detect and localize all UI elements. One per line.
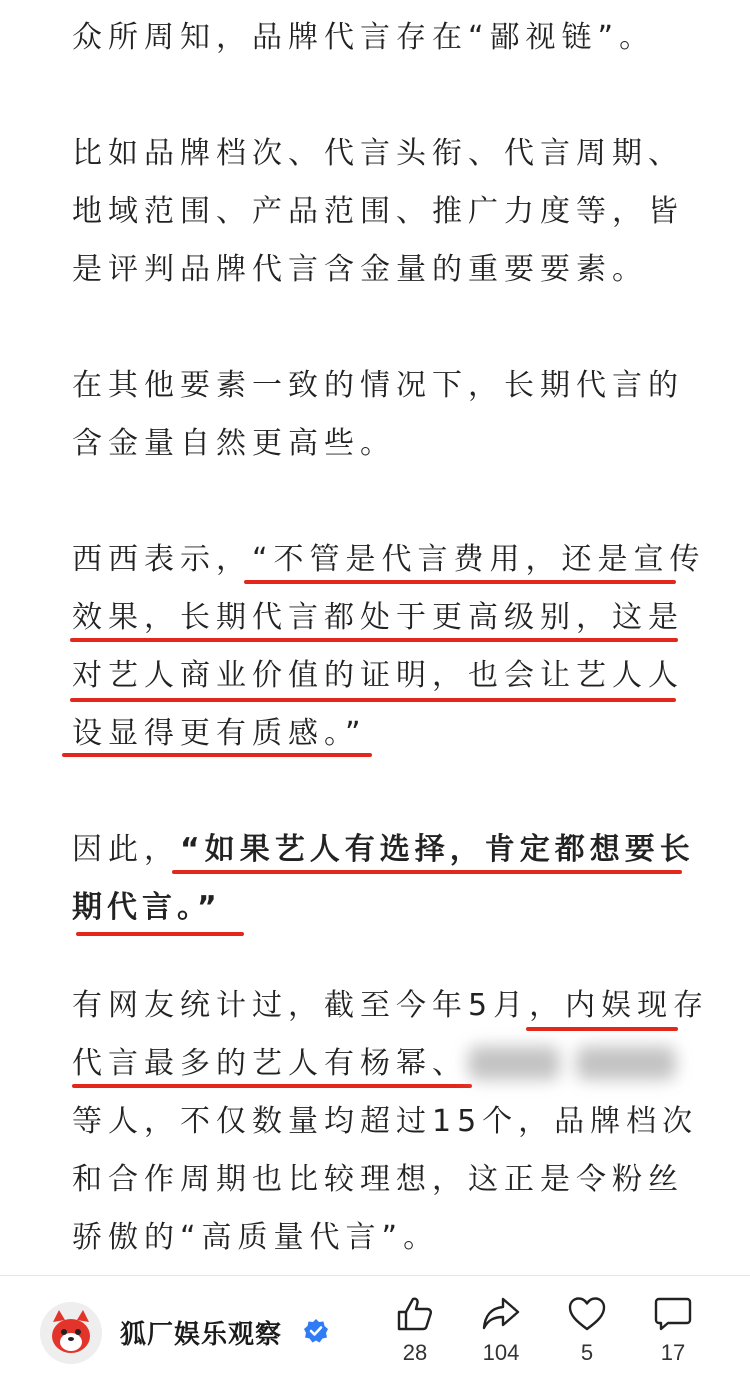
comment-count: 17 bbox=[660, 1340, 686, 1365]
author-name[interactable]: 狐厂娱乐观察 bbox=[120, 1320, 283, 1350]
comment-button[interactable] bbox=[638, 1294, 708, 1366]
share-button[interactable] bbox=[466, 1294, 536, 1366]
red-underline bbox=[70, 698, 676, 702]
like-button[interactable] bbox=[380, 1294, 450, 1366]
favorite-button[interactable] bbox=[552, 1294, 622, 1366]
blurred-name bbox=[468, 1046, 560, 1080]
paragraph-line: 和合作周期也比较理想，这正是令粉丝 bbox=[72, 1162, 684, 1197]
bold-quote-line: 期代言。” bbox=[72, 890, 222, 925]
blurred-name bbox=[576, 1046, 676, 1080]
share-count: 104 bbox=[482, 1340, 520, 1365]
paragraph-line: 对艺人商业价值的证明，也会让艺人人 bbox=[72, 658, 684, 693]
red-underline bbox=[72, 1084, 472, 1088]
paragraph-line: 设显得更有质感。” bbox=[72, 716, 367, 751]
favorite-count: 5 bbox=[580, 1340, 594, 1365]
paragraph-line: 西西表示，“不管是代言费用，还是宣传 bbox=[72, 542, 706, 577]
verified-badge-icon bbox=[303, 1318, 329, 1344]
paragraph-prefix: 因此， bbox=[72, 832, 180, 867]
fox-mascot-icon[interactable] bbox=[40, 1302, 102, 1364]
paragraph-line: 效果，长期代言都处于更高级别，这是 bbox=[72, 600, 684, 635]
paragraph-line bbox=[72, 830, 695, 870]
paragraph-line: 在其他要素一致的情况下，长期代言的 bbox=[72, 368, 684, 403]
paragraph-line: 骄傲的“高质量代言”。 bbox=[72, 1220, 440, 1255]
red-underline bbox=[526, 1027, 678, 1031]
paragraph-line: 比如品牌档次、代言头衔、代言周期、 bbox=[72, 136, 684, 171]
paragraph-line: 地域范围、产品范围、推广力度等，皆 bbox=[72, 194, 684, 229]
red-underline bbox=[62, 753, 372, 757]
paragraph-line: 含金量自然更高些。 bbox=[72, 426, 396, 461]
red-underline bbox=[76, 932, 244, 936]
heart-icon bbox=[567, 1294, 607, 1334]
comment-icon bbox=[653, 1294, 693, 1334]
paragraph-line: 众所周知，品牌代言存在“鄙视链”。 bbox=[72, 20, 656, 55]
bottom-action-bar bbox=[0, 1275, 750, 1387]
bold-quote: “如果艺人有选择，肯定都想要长 bbox=[180, 832, 695, 867]
like-count: 28 bbox=[402, 1340, 428, 1365]
paragraph-line: 等人，不仅数量均超过15个，品牌档次 bbox=[72, 1104, 699, 1139]
paragraph-line: 是评判品牌代言含金量的重要要素。 bbox=[72, 252, 648, 287]
thumbs-up-icon bbox=[395, 1294, 435, 1334]
red-underline bbox=[172, 870, 682, 874]
paragraph-line: 有网友统计过，截至今年5月，内娱现存 bbox=[72, 988, 710, 1023]
paragraph-line: 代言最多的艺人有杨幂、 bbox=[72, 1046, 468, 1081]
share-icon bbox=[481, 1294, 521, 1334]
red-underline bbox=[70, 638, 678, 642]
red-underline bbox=[244, 580, 676, 584]
